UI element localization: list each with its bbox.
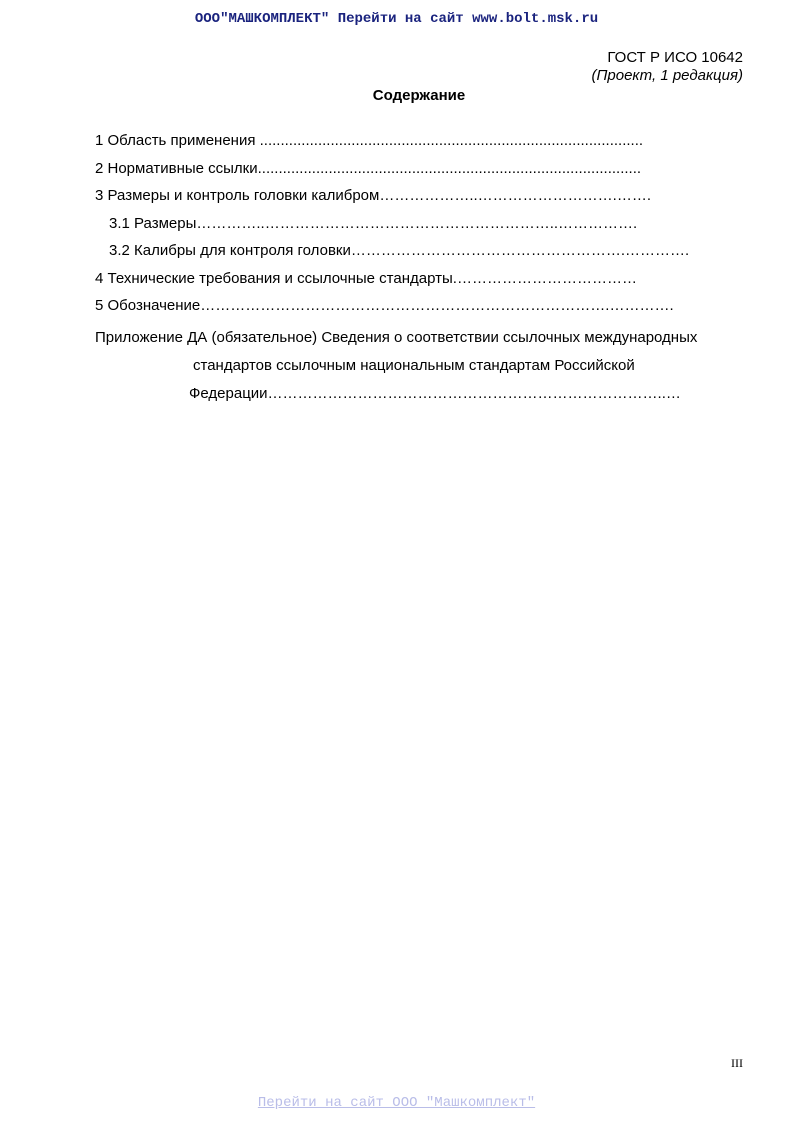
appendix-line-3-label: Федерации (189, 385, 268, 402)
toc-item-designation[interactable] (95, 296, 755, 324)
toc-item-label: 2 Нормативные ссылки (95, 159, 258, 177)
toc-item-head-gauges[interactable] (95, 241, 755, 269)
header-banner (0, 11, 793, 27)
toc-leader-dots: ……………………………………………….…………. (350, 242, 690, 259)
document-code: ГОСТ Р ИСО 10642 (607, 49, 743, 66)
toc-leader-dots: …………..…………………………………………………..……………. (196, 214, 638, 232)
toc-item-label: 5 Обозначение (95, 297, 201, 314)
toc-leader-dots: ............................................................................................ (257, 159, 642, 177)
toc-item-appendix-da[interactable] (95, 324, 755, 408)
toc-item-label: 3.1 Размеры (109, 214, 197, 232)
toc-item-scope[interactable] (95, 131, 755, 159)
page-number: III (731, 1056, 743, 1070)
appendix-line-3 (95, 380, 755, 408)
toc-item-dimensions[interactable] (95, 214, 755, 242)
site-link[interactable]: Перейти на сайт www.bolt.msk.ru (337, 11, 599, 27)
toc-leader-dots: .……………………………… (452, 269, 637, 287)
toc-leader-dots: ……………………………………………………………………..… (267, 385, 681, 402)
toc-title: Содержание (372, 87, 466, 104)
document-edition: (Проект, 1 редакция) (591, 67, 743, 84)
toc-item-normative-references[interactable] (95, 159, 755, 187)
toc-item-technical-requirements[interactable] (95, 269, 755, 297)
footer-site-link[interactable]: Перейти на сайт ООО "Машкомплект" (257, 1095, 536, 1111)
appendix-line-2: стандартов ссылочным национальным стандартам Российской (193, 357, 635, 374)
toc-leader-dots: ............................................................................................ (255, 132, 644, 149)
toc-item-dimensions-gauging[interactable] (95, 186, 755, 214)
toc-item-label: 1 Область применения (95, 132, 256, 149)
toc-item-label: 3 Размеры и контроль головки калибром (95, 187, 380, 204)
table-of-contents (95, 131, 755, 324)
company-name: ООО"МАШКОМПЛЕКТ" (194, 11, 330, 27)
toc-item-label: 3.2 Калибры для контроля головки (109, 242, 351, 259)
toc-leader-dots: ………………..……………………….……. (379, 187, 651, 204)
document-designation (592, 49, 743, 85)
toc-item-label: 4 Технические требования и ссылочные стандарты (95, 269, 453, 287)
appendix-line-1: Приложение ДА (обязательное) Сведения о соответствии ссылочных международных (95, 329, 698, 346)
toc-leader-dots: ……………………………………………………………………….…………. (200, 297, 674, 314)
